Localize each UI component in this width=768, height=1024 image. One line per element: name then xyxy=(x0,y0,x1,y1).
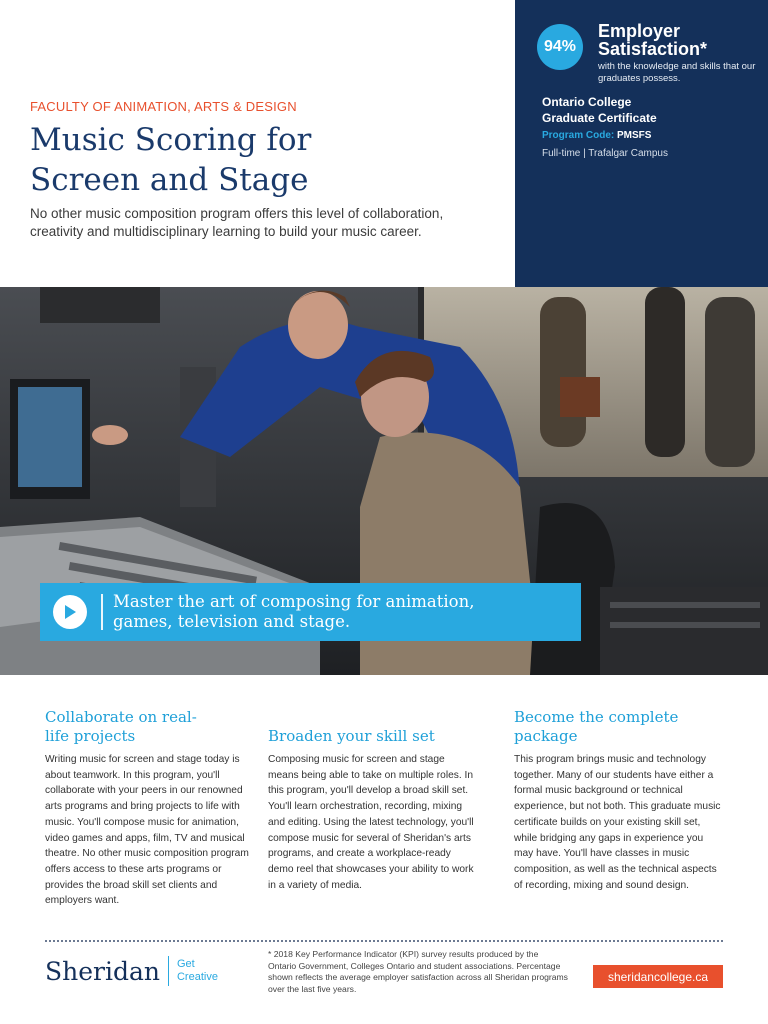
column-heading xyxy=(514,708,724,746)
banner-text xyxy=(113,592,475,632)
column-heading xyxy=(45,708,255,746)
faculty-label: FACULTY OF ANIMATION, ARTS & DESIGN xyxy=(30,99,297,114)
banner-line2: games, television and stage. xyxy=(113,612,351,631)
highlight-banner xyxy=(40,583,581,641)
page-title-line1: Music Scoring for xyxy=(30,122,312,158)
column-heading-line2: life projects xyxy=(45,727,136,745)
satisfaction-title-line1: Employer xyxy=(598,21,681,41)
column-complete-package xyxy=(514,708,724,893)
program-mode: Full-time | Trafalgar Campus xyxy=(542,148,668,159)
column-body: This program brings music and technology together. Many of our students have either a formal music background or technical experience, but not both. This graduate music certificate builds on your existing skill set, while bridging any gaps in experience you may have. You'll have classes in music composition, as well as the technical aspects of recording, mixing and sound design. xyxy=(514,754,721,891)
logo-tagline-line1: Get xyxy=(176,958,195,970)
logo-separator xyxy=(168,956,169,986)
studio-photo xyxy=(0,287,768,675)
satisfaction-title xyxy=(598,22,707,58)
column-heading-line1: Broaden your skill set xyxy=(268,727,435,745)
program-info-panel xyxy=(515,0,768,287)
program-code-value: PMSFS xyxy=(617,130,652,141)
column-heading-line1: Become the complete xyxy=(514,708,679,726)
column-heading xyxy=(268,727,478,746)
logo-tagline-line2: Creative xyxy=(176,971,218,983)
footnote: * 2018 Key Performance Indicator (KPI) survey results produced by the Ontario Government, Colleges Ontario and student associations. Percentage shown reflects the average employer satisfaction across all Sheridan programs over the last five years. xyxy=(268,949,568,994)
page-title xyxy=(30,120,500,200)
program-code-label: Program Code: xyxy=(542,130,615,141)
website-link-button[interactable]: sheridancollege.ca xyxy=(593,965,723,988)
banner-divider xyxy=(101,594,103,630)
satisfaction-badge: 94% xyxy=(537,24,583,70)
column-body: Composing music for screen and stage means being able to take on multiple roles. In this program, you'll develop a broad skill set. You'll learn orchestration, recording, mixing and editing. Using the latest technology, you'll compose music for several of Sheridan's arts programs, and create a workplace-ready demo reel that showcases your ability to work in a variety of media. xyxy=(268,754,474,891)
intro-text: No other music composition program offers this level of collaboration, creativity and multidisciplinary learning to build your music career. xyxy=(30,206,444,239)
page-title-line2: Screen and Stage xyxy=(30,162,309,198)
column-collaborate xyxy=(45,708,255,909)
credential-line1: Ontario College xyxy=(542,95,632,109)
column-heading-line2: package xyxy=(514,727,578,745)
column-heading-line1: Collaborate on real- xyxy=(45,708,197,726)
credential xyxy=(542,94,657,126)
play-icon[interactable] xyxy=(53,595,87,629)
credential-line2: Graduate Certificate xyxy=(542,111,657,125)
footer-divider xyxy=(45,940,723,942)
column-skill-set xyxy=(268,727,478,893)
satisfaction-subtitle: with the knowledge and skills that our graduates possess. xyxy=(598,61,756,84)
logo-name: Sheridan xyxy=(45,956,160,986)
banner-line1: Master the art of composing for animation, xyxy=(113,592,475,611)
logo-tagline xyxy=(177,958,218,984)
satisfaction-title-line2: Satisfaction* xyxy=(598,39,708,59)
play-triangle xyxy=(63,604,77,620)
column-body: Writing music for screen and stage today is about teamwork. In this program, you'll collaborate with your peers in our renowned arts programs and bring projects to life with music. You'll compose music for animation, video games and apps, film, TV and musical theatre. No other music composition program offers access to these arts programs or provides the broad skill set clients and employers want. xyxy=(45,754,249,907)
program-code xyxy=(542,130,651,141)
sheridan-logo[interactable] xyxy=(45,956,218,986)
